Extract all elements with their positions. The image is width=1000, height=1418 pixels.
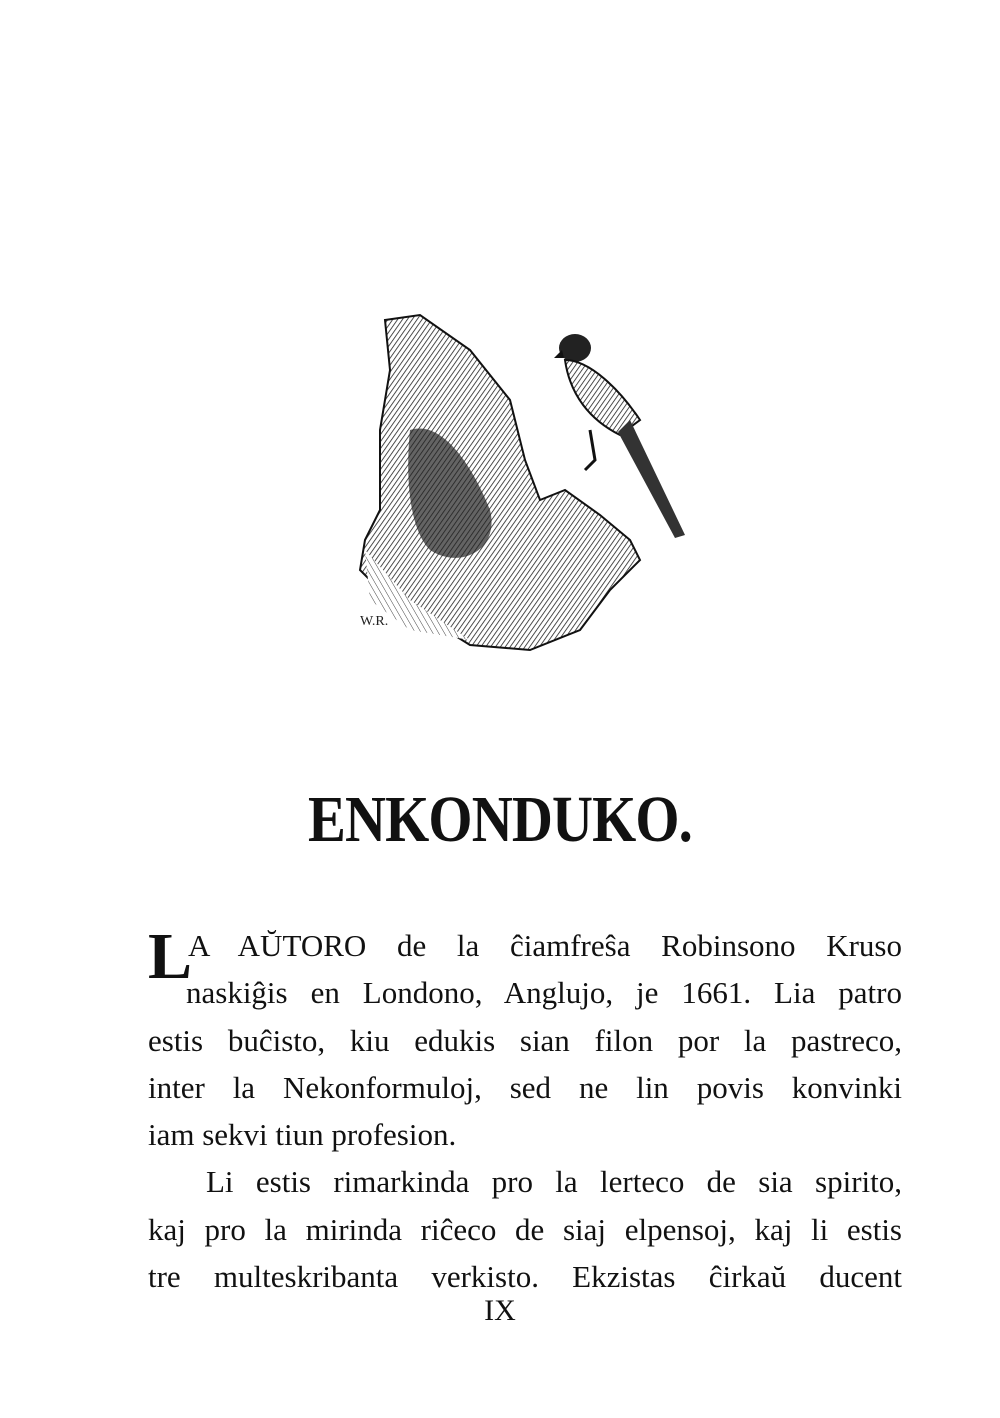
text-line: iam sekvi tiun profesion. — [148, 1117, 457, 1153]
text-line: estis buĉisto, kiu edukis sian filon por la pastreco, — [148, 1022, 902, 1058]
text-line: A AŬTORO de la ĉiamfreŝa Robinsono Kruso — [188, 928, 902, 963]
body-text — [148, 922, 902, 1300]
text-line: naskiĝis en Londono, Anglujo, je 1661. Lia patro — [186, 975, 902, 1011]
text-line: kaj pro la mirinda riĉeco de siaj elpensoj, kaj li estis — [148, 1211, 902, 1247]
parrot-on-rock-illustration — [350, 310, 710, 655]
text-line: tre multeskribanta verkisto. Ekzistas ĉirkaŭ ducent — [148, 1259, 902, 1295]
drop-cap: L — [148, 920, 193, 993]
text-line: Li estis rimarkinda pro la lerteco de sia spirito, — [206, 1164, 902, 1200]
chapter-title: ENKONDUKO. — [307, 783, 693, 856]
text-line: inter la Nekonformuloj, sed ne lin povis konvinki — [148, 1069, 902, 1105]
artist-signature: W.R. — [360, 614, 389, 629]
page-number: IX — [484, 1294, 516, 1327]
